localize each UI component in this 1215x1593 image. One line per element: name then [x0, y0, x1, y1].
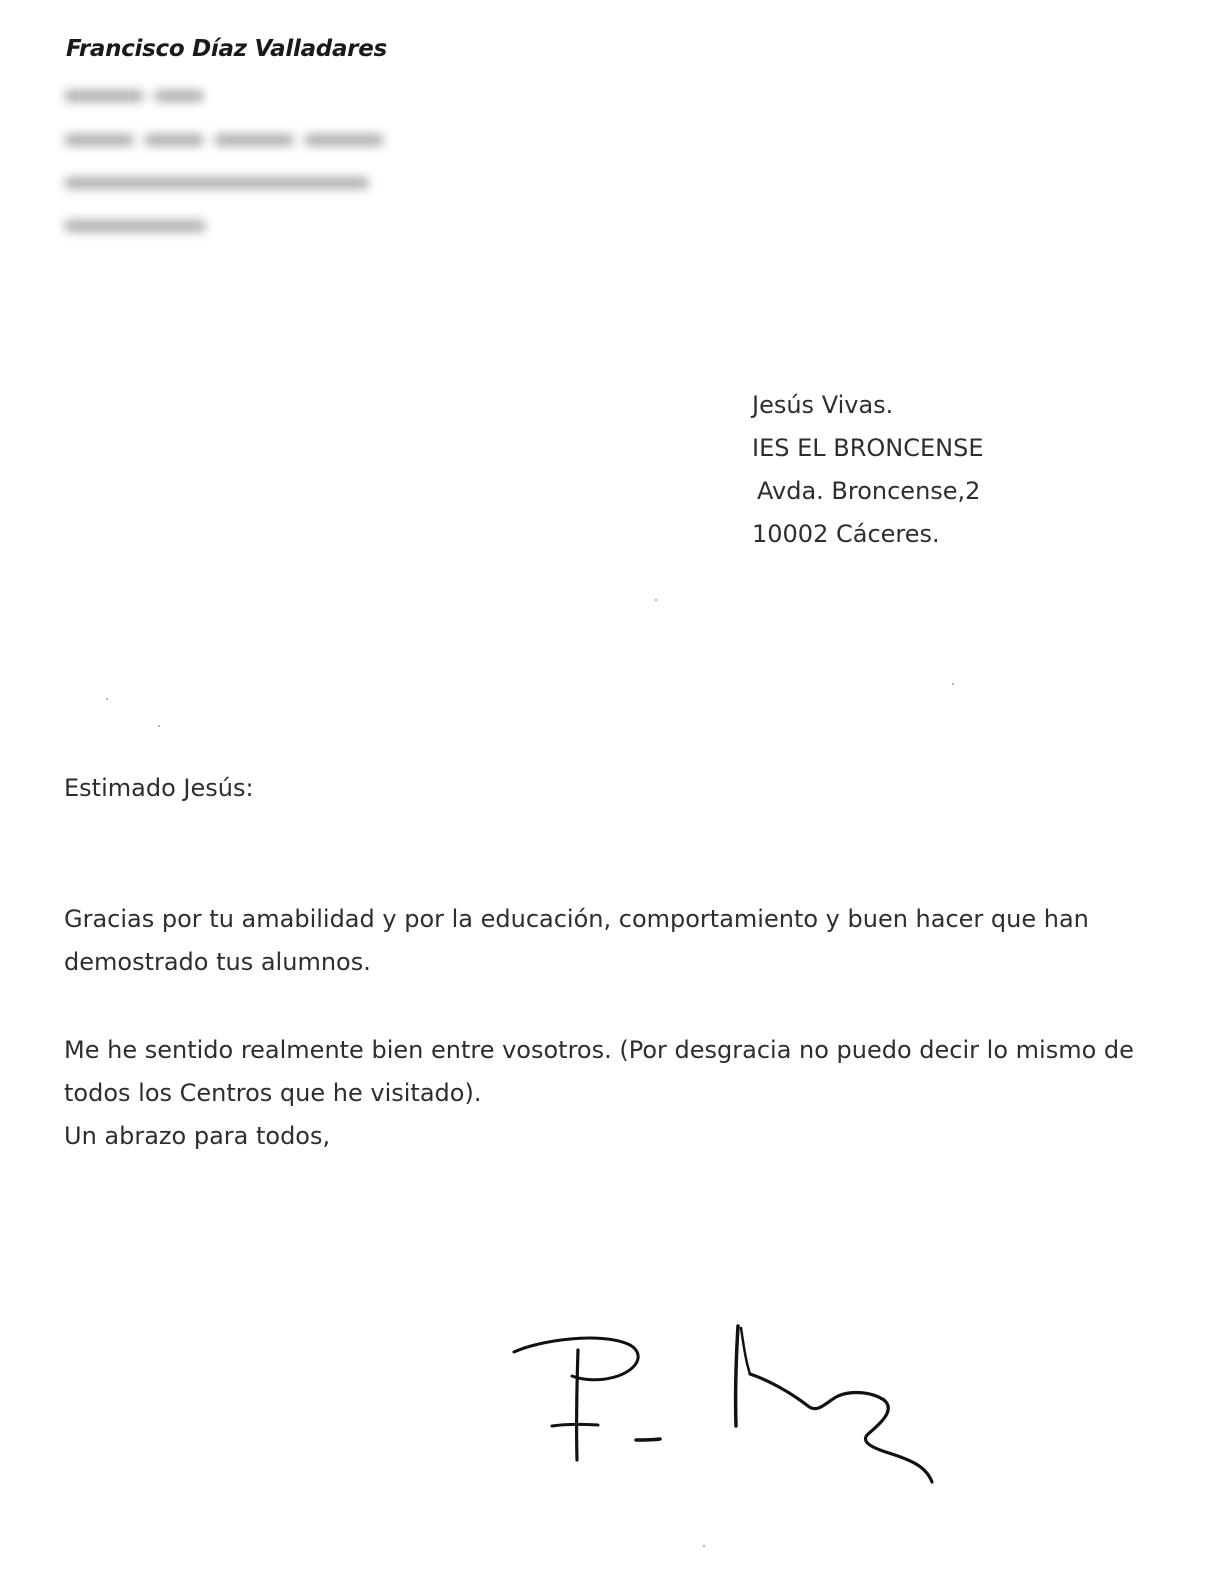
scan-speck	[952, 683, 954, 685]
sender-phone-redacted	[64, 215, 216, 237]
scan-speck	[703, 1545, 705, 1547]
closing: Un abrazo para todos,	[64, 1122, 331, 1150]
sender-name: Francisco Díaz Valladares	[66, 36, 387, 62]
recipient-city: 10002 Cáceres.	[752, 520, 940, 548]
handwritten-signature	[500, 1310, 950, 1504]
recipient-street: Avda. Broncense,2	[757, 477, 981, 505]
scan-speck	[655, 599, 657, 601]
paragraph-2-line-2: todos los Centros que he visitado).	[64, 1079, 482, 1107]
sender-address-line-1-redacted	[64, 85, 214, 107]
scan-speck	[106, 698, 108, 700]
sender-email-redacted	[64, 172, 379, 194]
salutation: Estimado Jesús:	[64, 774, 254, 802]
paragraph-1-line-1: Gracias por tu amabilidad y por la educación, comportamiento y buen hacer que han	[64, 905, 1089, 933]
recipient-name: Jesús Vivas.	[752, 391, 894, 419]
recipient-institution: IES EL BRONCENSE	[752, 434, 984, 462]
paragraph-1-line-2: demostrado tus alumnos.	[64, 948, 371, 976]
scan-speck	[158, 725, 160, 727]
paragraph-2-line-1: Me he sentido realmente bien entre vosotros. (Por desgracia no puedo decir lo mismo de	[64, 1036, 1134, 1064]
sender-address-line-2-redacted	[64, 129, 394, 151]
recipient-block	[752, 384, 984, 556]
